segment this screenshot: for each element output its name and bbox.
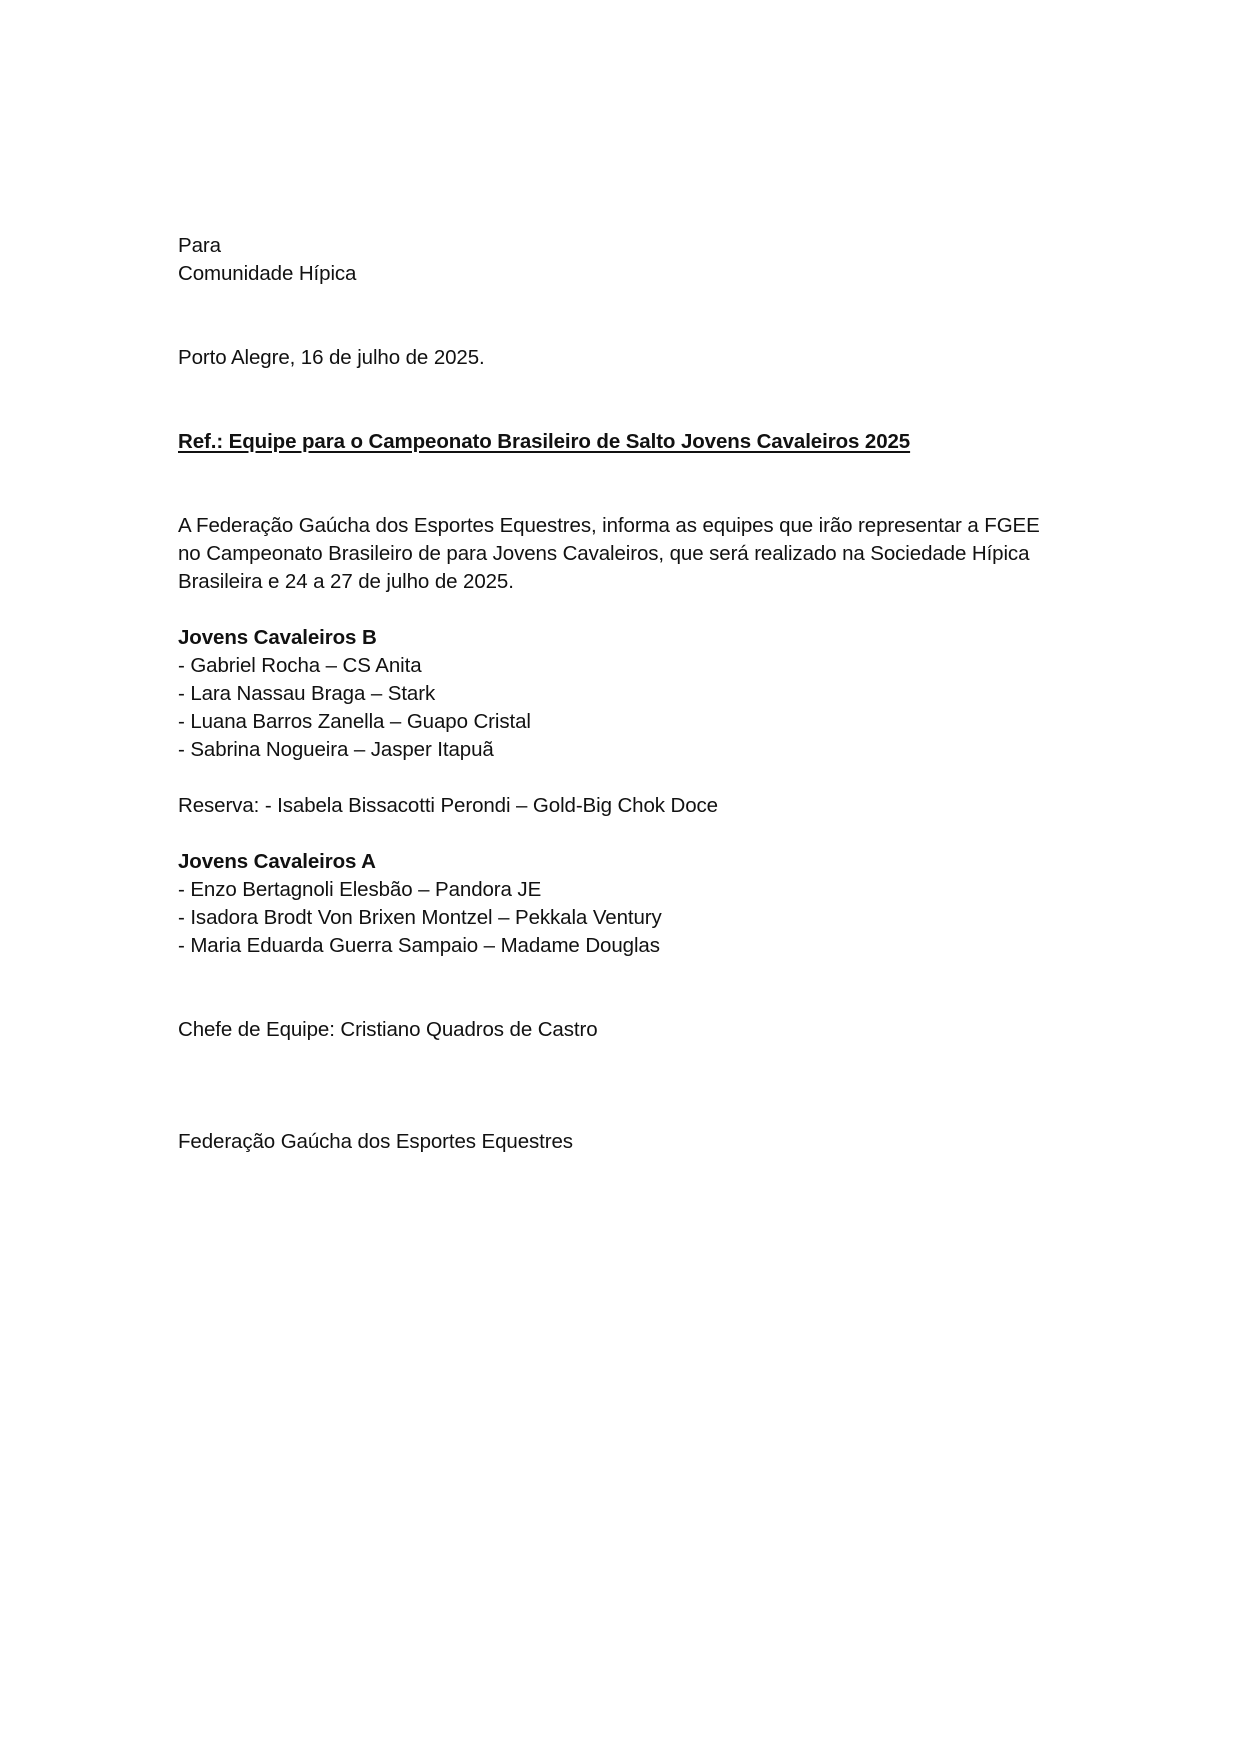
team-a-member: - Isadora Brodt Von Brixen Montzel – Pekkala Ventury — [178, 906, 662, 929]
team-a-member: - Enzo Bertagnoli Elesbão – Pandora JE — [178, 878, 542, 901]
team-b-heading: Jovens Cavaleiros B — [178, 626, 377, 649]
team-b-reserve: Reserva: - Isabela Bissacotti Perondi – Gold-Big Chok Doce — [178, 794, 718, 817]
body-paragraph-line-1: A Federação Gaúcha dos Esportes Equestres, informa as equipes que irão representar a FGEE — [178, 514, 1040, 537]
date-line: Porto Alegre, 16 de julho de 2025. — [178, 346, 485, 369]
team-a-member: - Maria Eduarda Guerra Sampaio – Madame Douglas — [178, 934, 660, 957]
body-paragraph-line-2: no Campeonato Brasileiro de para Jovens Cavaleiros, que será realizado na Sociedade Hípica — [178, 542, 1030, 565]
team-b-member: - Gabriel Rocha – CS Anita — [178, 654, 422, 677]
recipient-line-1: Para — [178, 234, 221, 257]
team-b-member: - Lara Nassau Braga – Stark — [178, 682, 436, 705]
team-b-member: - Luana Barros Zanella – Guapo Cristal — [178, 710, 531, 733]
recipient-line-2: Comunidade Hípica — [178, 262, 357, 285]
team-chief: Chefe de Equipe: Cristiano Quadros de Castro — [178, 1018, 598, 1041]
team-b-member: - Sabrina Nogueira – Jasper Itapuã — [178, 738, 494, 761]
signature-organization: Federação Gaúcha dos Esportes Equestres — [178, 1130, 573, 1153]
body-paragraph-line-3: Brasileira e 24 a 27 de julho de 2025. — [178, 570, 514, 593]
reference-title: Ref.: Equipe para o Campeonato Brasileiro de Salto Jovens Cavaleiros 2025 — [178, 430, 911, 453]
team-a-heading: Jovens Cavaleiros A — [178, 850, 376, 873]
